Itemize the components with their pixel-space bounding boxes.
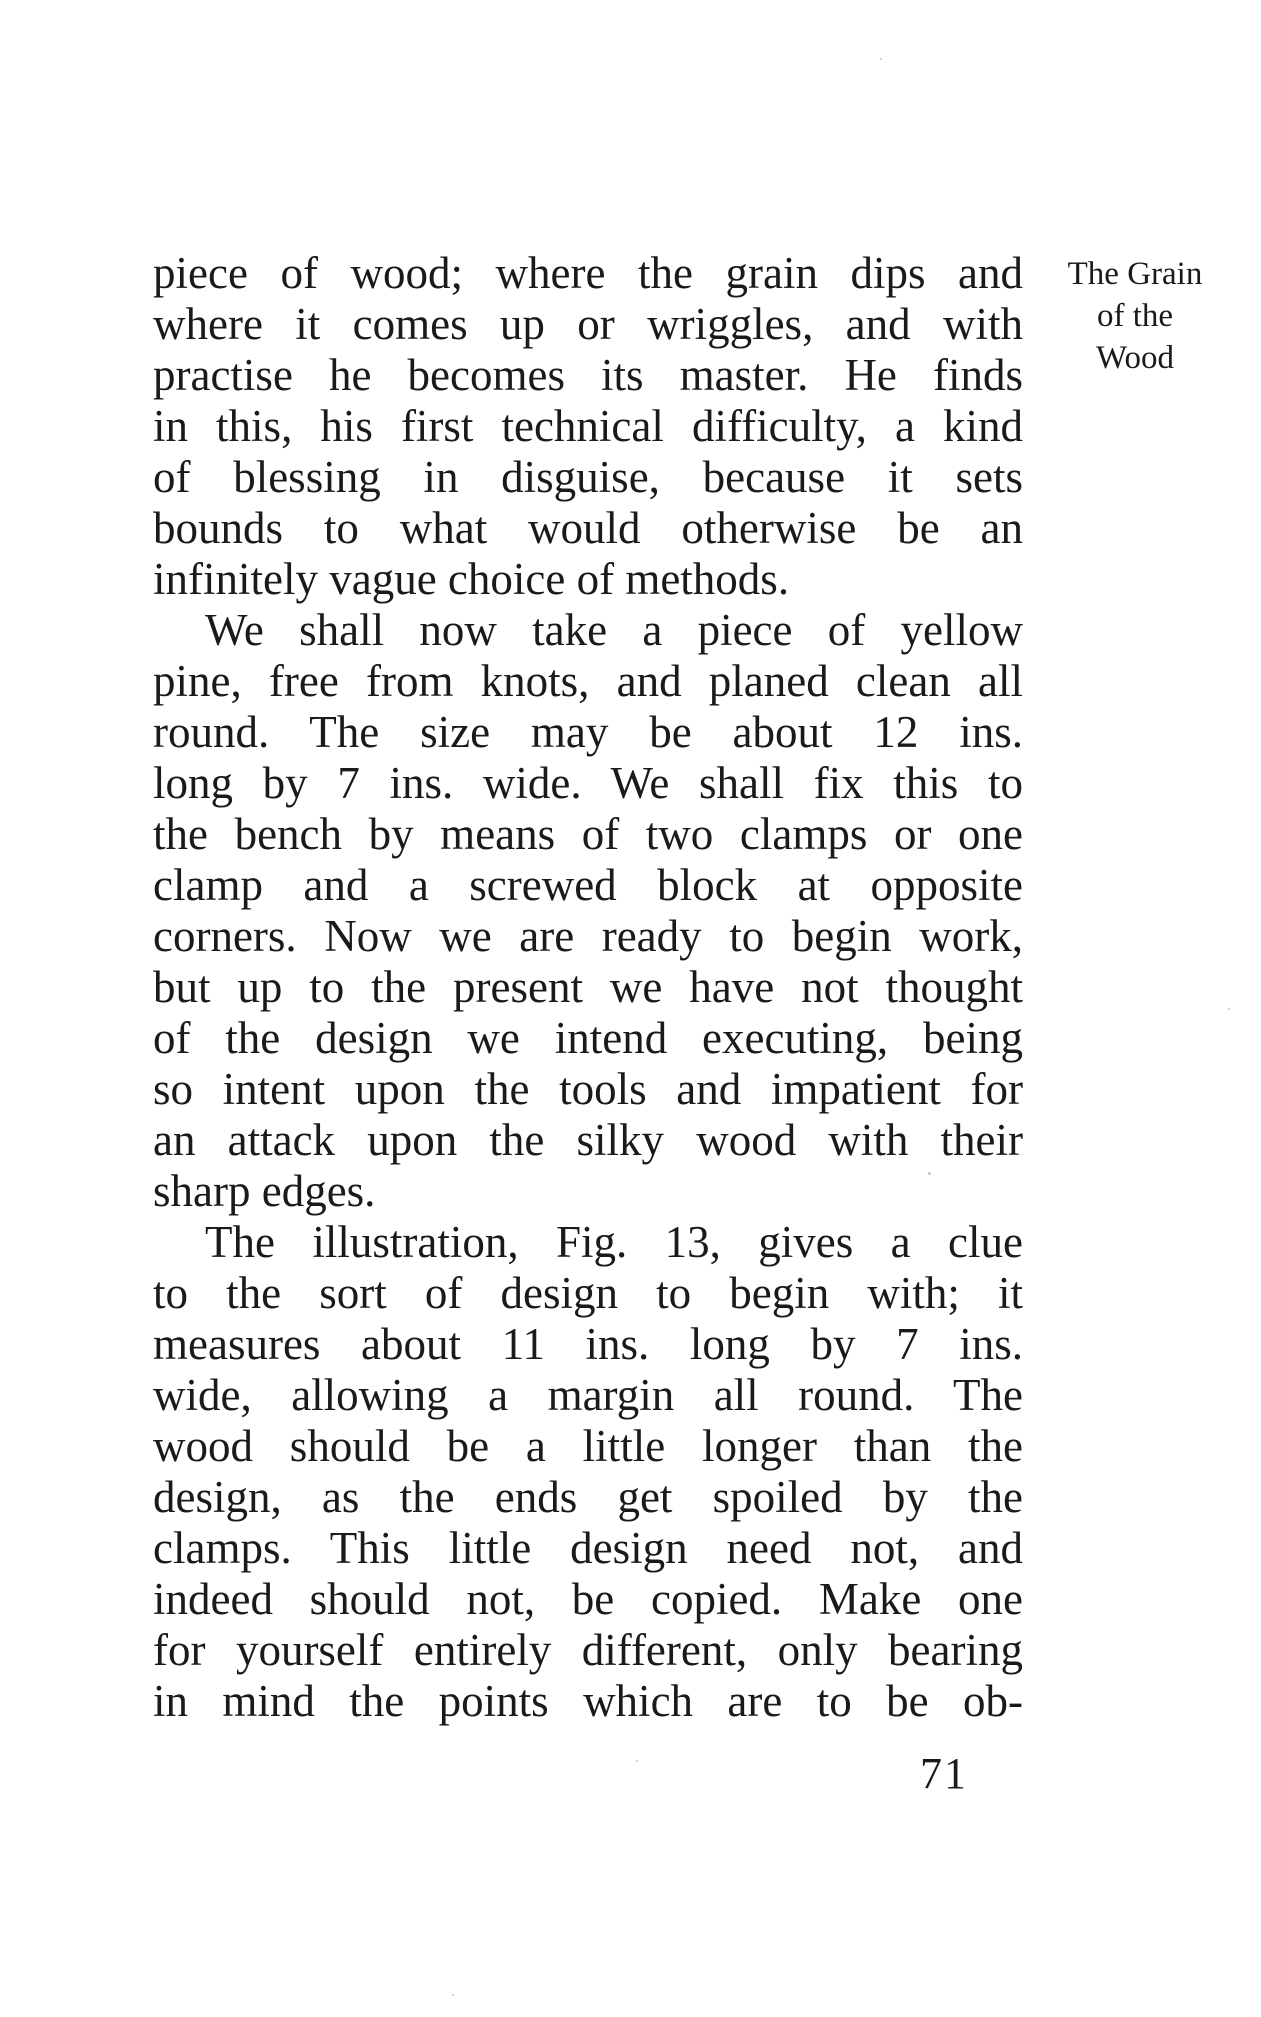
margin-note-line: Wood bbox=[1095, 340, 1174, 376]
text-line: of the design we intend executing, being bbox=[153, 1013, 1023, 1063]
text-line: in this, his first technical difficulty, a kind bbox=[153, 401, 1023, 451]
text-line: measures about 11 ins. long by 7 ins. bbox=[153, 1319, 1023, 1369]
text-line: long by 7 ins. wide. We shall fix this to bbox=[153, 758, 1023, 808]
text-line: the bench by means of two clamps or one bbox=[153, 809, 1023, 859]
text-line: wood should be a little longer than the bbox=[153, 1421, 1023, 1471]
text-line: round. The size may be about 12 ins. bbox=[153, 707, 1023, 757]
text-line: clamps. This little design need not, and bbox=[153, 1523, 1023, 1573]
text-line: infinitely vague choice of methods. bbox=[153, 554, 790, 604]
text-line: sharp edges. bbox=[153, 1166, 376, 1216]
scan-speck bbox=[880, 58, 882, 60]
scan-speck bbox=[928, 1172, 931, 1175]
scan-speck bbox=[1228, 1008, 1230, 1010]
text-line: in mind the points which are to be ob- bbox=[153, 1676, 1023, 1726]
text-line: pine, free from knots, and planed clean all bbox=[153, 656, 1023, 706]
text-line: an attack upon the silky wood with their bbox=[153, 1115, 1023, 1165]
text-line: practise he becomes its master. He finds bbox=[153, 350, 1023, 400]
text-line: corners. Now we are ready to begin work, bbox=[153, 911, 1023, 961]
text-line: bounds to what would otherwise be an bbox=[153, 503, 1023, 553]
scan-speck bbox=[636, 1760, 638, 1762]
text-line: to the sort of design to begin with; it bbox=[153, 1268, 1023, 1318]
text-line: of blessing in disguise, because it sets bbox=[153, 452, 1023, 502]
margin-note-line: of the bbox=[1096, 298, 1174, 334]
text-line: indeed should not, be copied. Make one bbox=[153, 1574, 1023, 1624]
text-line: piece of wood; where the grain dips and bbox=[153, 248, 1023, 298]
page-number: 71 bbox=[920, 1749, 968, 1798]
margin-note bbox=[1030, 253, 1240, 379]
text-line: The illustration, Fig. 13, gives a clue bbox=[205, 1217, 1023, 1267]
text-line: design, as the ends get spoiled by the bbox=[153, 1472, 1023, 1522]
text-line: We shall now take a piece of yellow bbox=[205, 605, 1023, 655]
text-line: so intent upon the tools and impatient for bbox=[153, 1064, 1023, 1114]
text-line: where it comes up or wriggles, and with bbox=[153, 299, 1023, 349]
text-line: wide, allowing a margin all round. The bbox=[153, 1370, 1023, 1420]
body-text bbox=[153, 248, 1023, 1727]
text-line: for yourself entirely different, only bearing bbox=[153, 1625, 1023, 1675]
text-line: clamp and a screwed block at opposite bbox=[153, 860, 1023, 910]
margin-note-line: The Grain bbox=[1067, 256, 1203, 292]
scan-speck bbox=[452, 1994, 454, 1996]
text-line: but up to the present we have not thought bbox=[153, 962, 1023, 1012]
